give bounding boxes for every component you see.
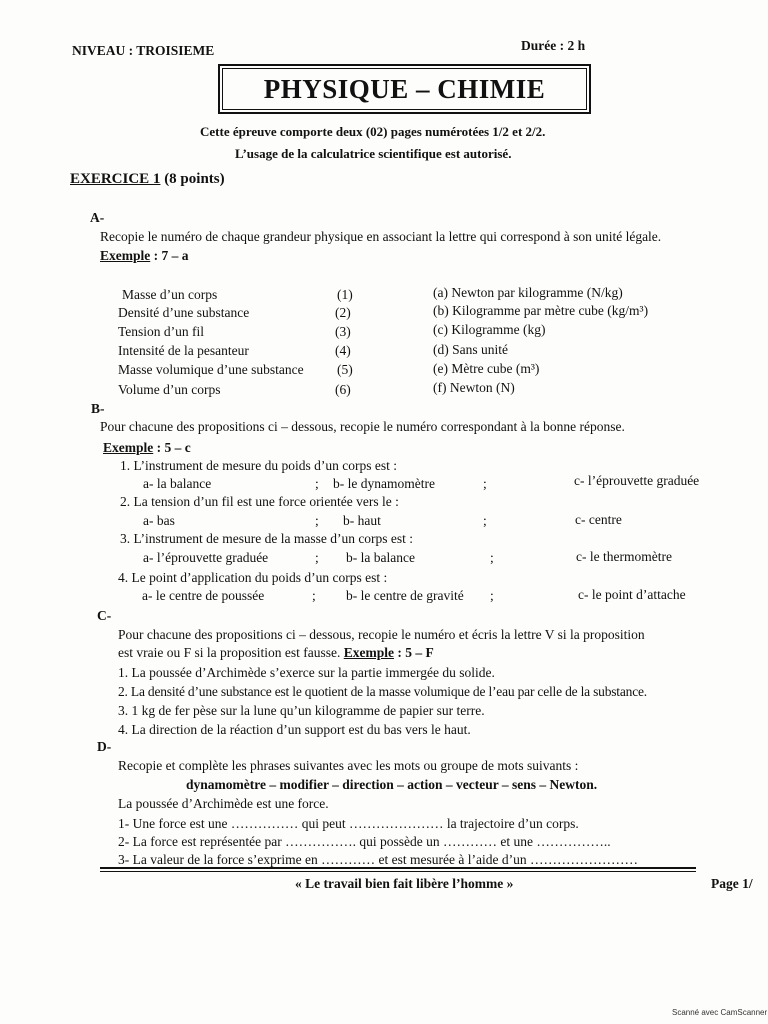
part-d-item-3: 3- La valeur de la force s’exprime en ………… et est mesurée à l’aide d’un …………………… [118, 852, 638, 867]
part-b-example [103, 440, 191, 456]
unite-c: (c) Kilogramme (kg) [433, 322, 546, 337]
example-value: : 5 – F [393, 645, 434, 660]
page-number: Page 1/ [711, 876, 753, 891]
example-value: : 7 – a [150, 248, 189, 263]
example-label: Exemple [103, 440, 154, 455]
instruction-text: est vraie ou F si la proposition est fausse. [118, 645, 344, 660]
grandeur-num-5: (5) [337, 362, 353, 377]
q2-sep-2: ; [483, 513, 487, 528]
part-b-instruction: Pour chacune des propositions ci – dessous, recopie le numéro correspondant à la bonne réponse. [100, 419, 625, 434]
q3-option-c: c- le thermomètre [576, 549, 672, 564]
question-3: 3. L’instrument de mesure de la masse d’un corps est : [120, 531, 414, 546]
example-label: Exemple [100, 248, 151, 263]
unite-a: (a) Newton par kilogramme (N/kg) [433, 285, 623, 300]
part-d-word-bank: dynamomètre – modifier – direction – action – vecteur – sens – Newton. [186, 777, 598, 792]
part-d-intro: La poussée d’Archimède est une force. [118, 796, 329, 811]
example-label: Exemple [343, 645, 394, 660]
footer-rule-thin [100, 871, 696, 872]
grandeur-6: Volume d’un corps [118, 382, 221, 397]
part-c-item-2: 2. La densité d’une substance est le quotient de la masse volumique de l’eau par celle de la substance. [118, 684, 647, 699]
grandeur-num-6: (6) [335, 382, 351, 397]
grandeur-3: Tension d’un fil [118, 324, 205, 339]
footer-rule [100, 867, 696, 869]
grandeur-1: Masse d’un corps [122, 287, 218, 302]
grandeur-num-3: (3) [335, 324, 351, 339]
q3-sep-1: ; [315, 550, 319, 565]
part-c-item-4: 4. La direction de la réaction d’un support est du bas vers le haut. [118, 722, 471, 737]
part-d-instruction: Recopie et complète les phrases suivantes avec les mots ou groupe de mots suivants : [118, 758, 579, 773]
duree-label: Durée : 2 h [521, 38, 586, 53]
part-c-item-1: 1. La poussée d’Archimède s’exerce sur la partie immergée du solide. [118, 665, 495, 680]
q3-option-a: a- l’éprouvette graduée [143, 550, 269, 565]
part-d-item-2: 2- La force est représentée par ……………. qui possède un ………… et une …………….. [118, 834, 611, 849]
part-b-label: B- [91, 401, 105, 416]
footer-motto: « Le travail bien fait libère l’homme » [295, 876, 514, 891]
grandeur-4: Intensité de la pesanteur [118, 343, 249, 358]
q1-sep-2: ; [483, 476, 487, 491]
q4-sep-1: ; [312, 588, 316, 603]
part-d-item-1: 1- Une force est une …………… qui peut ………………… la trajectoire d’un corps. [118, 816, 579, 831]
part-c-instruction-1: Pour chacune des propositions ci – dessous, recopie le numéro et écris la lettre V si la proposition [118, 627, 645, 642]
q4-option-a: a- le centre de poussée [142, 588, 265, 603]
q4-sep-2: ; [490, 588, 494, 603]
part-c-instruction-2 [118, 645, 434, 661]
q2-option-b: b- haut [343, 513, 381, 528]
page-title: PHYSIQUE – CHIMIE [263, 73, 546, 104]
q3-option-b: b- la balance [346, 550, 415, 565]
part-c-label: C- [97, 608, 112, 623]
q1-option-c: c- l’éprouvette graduée [574, 473, 700, 488]
q1-sep-1: ; [315, 476, 319, 491]
grandeur-num-4: (4) [335, 343, 351, 358]
unite-b: (b) Kilogramme par mètre cube (kg/m³) [433, 303, 649, 318]
title-box [218, 64, 591, 114]
q1-option-b: b- le dynamomètre [333, 476, 435, 491]
grandeur-5: Masse volumique d’une substance [118, 362, 304, 377]
exercice-points: (8 points) [164, 171, 225, 187]
example-value: : 5 – c [153, 440, 191, 455]
niveau-label: NIVEAU : TROISIEME [72, 43, 215, 58]
q2-option-c: c- centre [575, 512, 622, 527]
exam-note-calculator: L’usage de la calculatrice scientifique est autorisé. [235, 146, 512, 161]
unite-d: (d) Sans unité [433, 342, 508, 357]
unite-f: (f) Newton (N) [433, 380, 515, 395]
q1-option-a: a- la balance [143, 476, 212, 491]
exercice-title: EXERCICE 1 [70, 171, 161, 187]
question-1: 1. L’instrument de mesure du poids d’un corps est : [120, 458, 397, 473]
q4-option-c: c- le point d’attache [578, 587, 686, 602]
question-2: 2. La tension d’un fil est une force orientée vers le : [120, 494, 399, 509]
grandeur-2: Densité d’une substance [118, 305, 250, 320]
grandeur-num-2: (2) [335, 305, 351, 320]
q2-option-a: a- bas [143, 513, 175, 528]
part-c-item-3: 3. 1 kg de fer pèse sur la lune qu’un kilogramme de papier sur terre. [118, 703, 485, 718]
exercice-heading [70, 171, 225, 188]
unite-e: (e) Mètre cube (m³) [433, 361, 540, 376]
part-d-label: D- [97, 739, 112, 754]
part-a-example [100, 248, 189, 264]
scanner-watermark: Scanné avec CamScanner [672, 1008, 768, 1017]
q3-sep-2: ; [490, 550, 494, 565]
exam-note-pages: Cette épreuve comporte deux (02) pages numérotées 1/2 et 2/2. [200, 124, 546, 139]
q4-option-b: b- le centre de gravité [346, 588, 464, 603]
part-a-instruction: Recopie le numéro de chaque grandeur physique en associant la lettre qui correspond à son unité légale. [100, 229, 662, 244]
q2-sep-1: ; [315, 513, 319, 528]
grandeur-num-1: (1) [337, 287, 353, 302]
question-4: 4. Le point d’application du poids d’un corps est : [118, 570, 388, 585]
part-a-label: A- [90, 210, 105, 225]
